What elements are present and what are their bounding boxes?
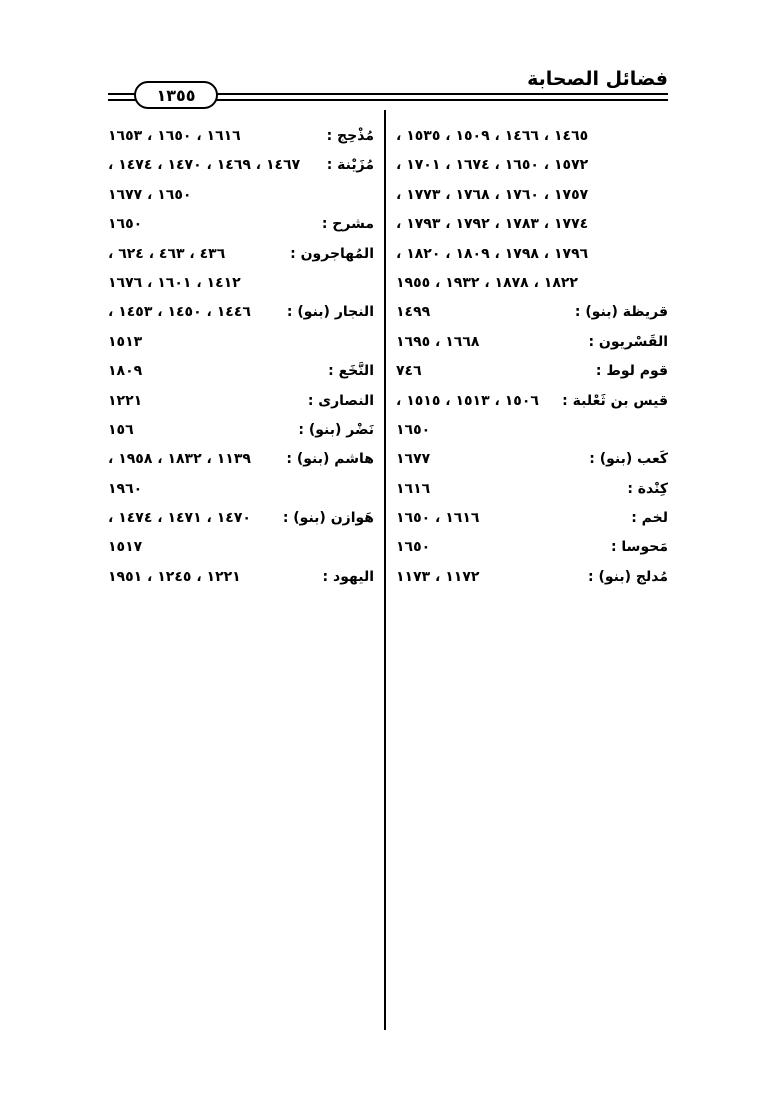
entry-numbers: ١٨٠٩ xyxy=(108,363,143,380)
entry-numbers: ١٥١٣ xyxy=(108,333,143,350)
entry-numbers: ١٢٢١ ، ١٢٤٥ ، ١٩٥١ xyxy=(108,568,241,585)
index-entry xyxy=(108,328,374,357)
entry-term: قريظة (بنو) : xyxy=(574,304,668,321)
entry-numbers: ١١٧٢ ، ١١٧٣ xyxy=(396,568,480,585)
index-entry xyxy=(396,475,668,504)
index-entry xyxy=(396,269,668,298)
index-entry xyxy=(108,298,374,327)
page-number: ١٣٥٥ xyxy=(134,81,218,109)
entry-numbers: ١٨٢٢ ، ١٨٧٨ ، ١٩٣٢ ، ١٩٥٥ xyxy=(396,274,578,291)
index-entry xyxy=(108,387,374,416)
index-entry xyxy=(108,269,374,298)
entry-numbers: ١٧٥٧ ، ١٧٦٠ ، ١٧٦٨ ، ١٧٧٣ ، xyxy=(396,186,589,203)
index-entry xyxy=(396,210,668,239)
entry-term: مشرح : xyxy=(321,216,374,233)
index-entry xyxy=(108,563,374,592)
entry-numbers: ١٦٥٠ ، ١٦٧٧ xyxy=(108,186,192,203)
entry-term: قوم لوط : xyxy=(595,363,668,380)
index-entry xyxy=(108,504,374,533)
index-column-left xyxy=(108,122,374,592)
index-entry xyxy=(108,240,374,269)
index-entry xyxy=(108,416,374,445)
index-entry xyxy=(108,475,374,504)
entry-numbers: ١٩٦٠ xyxy=(108,480,143,497)
entry-term: لخم : xyxy=(631,510,668,527)
entry-term: نَضْر (بنو) : xyxy=(298,421,374,438)
entry-numbers: ١٤٦٧ ، ١٤٦٩ ، ١٤٧٠ ، ١٤٧٤ ، xyxy=(108,157,301,174)
entry-term: القَسْريون : xyxy=(588,333,668,350)
book-title: فضائل الصحابة xyxy=(527,68,668,90)
index-entry xyxy=(396,181,668,210)
index-entry xyxy=(396,122,668,151)
entry-term: النجار (بنو) : xyxy=(286,304,374,321)
entry-numbers: ١٤٩٩ xyxy=(396,304,431,321)
index-entry xyxy=(108,151,374,180)
index-entry xyxy=(396,328,668,357)
index-entry xyxy=(108,357,374,386)
entry-term: هَوازن (بنو) : xyxy=(282,510,374,527)
index-entry xyxy=(108,122,374,151)
entry-term: كِنْدة : xyxy=(627,480,668,497)
entry-numbers: ١٦١٦ ، ١٦٥٠ ، ١٦٥٣ xyxy=(108,128,241,144)
entry-numbers: ١٥٧٢ ، ١٦٥٠ ، ١٦٧٤ ، ١٧٠١ ، xyxy=(396,157,589,174)
entry-numbers: ٤٣٦ ، ٤٦٣ ، ٦٢٤ ، xyxy=(108,245,226,262)
index-entry xyxy=(396,504,668,533)
index-entry xyxy=(396,151,668,180)
index-entry xyxy=(396,387,668,416)
entry-numbers: ١٤٧٠ ، ١٤٧١ ، ١٤٧٤ ، xyxy=(108,510,251,527)
index-entry xyxy=(108,210,374,239)
entry-term: المُهاجرون : xyxy=(290,245,374,262)
entry-numbers: ١٦٧٧ xyxy=(396,451,431,468)
entry-term: النصارى : xyxy=(307,392,374,409)
entry-term: كَعب (بنو) : xyxy=(589,451,668,468)
index-entry xyxy=(396,563,668,592)
entry-numbers: ١٢٢١ xyxy=(108,392,143,409)
entry-term: النَّخَع : xyxy=(328,363,374,380)
entry-numbers: ١٦٥٠ xyxy=(396,539,431,556)
entry-numbers: ١٧٧٤ ، ١٧٨٣ ، ١٧٩٢ ، ١٧٩٣ ، xyxy=(396,216,589,233)
index-entry xyxy=(108,445,374,474)
entry-numbers: ١٤٦٥ ، ١٤٦٦ ، ١٥٠٩ ، ١٥٣٥ ، xyxy=(396,128,589,144)
entry-term: قيس بن ثَعْلبة : xyxy=(562,392,668,409)
index-entry xyxy=(396,357,668,386)
entry-term: اليهود : xyxy=(322,568,374,585)
index-entry xyxy=(396,533,668,562)
entry-numbers: ١٦٥٠ xyxy=(108,216,143,233)
entry-numbers: ١٥١٧ xyxy=(108,539,143,556)
entry-numbers: ٧٤٦ xyxy=(396,363,422,380)
entry-term: مَحوسا : xyxy=(610,539,668,556)
index-column-right xyxy=(396,122,668,592)
column-divider xyxy=(384,110,386,1030)
entry-term: مُدلج (بنو) : xyxy=(588,568,668,585)
entry-numbers: ١٦١٦ ، ١٦٥٠ xyxy=(396,510,480,527)
entry-numbers: ١١٣٩ ، ١٨٣٢ ، ١٩٥٨ ، xyxy=(108,451,251,468)
entry-numbers: ١٦٥٠ xyxy=(396,421,431,438)
entry-term: مُزَيْنة : xyxy=(326,157,374,174)
entry-numbers: ١٤٤٦ ، ١٤٥٠ ، ١٤٥٣ ، xyxy=(108,304,251,321)
index-entry xyxy=(396,240,668,269)
entry-numbers: ١٥٠٦ ، ١٥١٣ ، ١٥١٥ ، xyxy=(396,392,539,409)
entry-numbers: ١٤١٢ ، ١٦٠١ ، ١٦٧٦ xyxy=(108,274,241,291)
entry-numbers: ١٧٩٦ ، ١٧٩٨ ، ١٨٠٩ ، ١٨٢٠ ، xyxy=(396,245,589,262)
index-entry xyxy=(108,533,374,562)
entry-numbers: ١٦٦٨ ، ١٦٩٥ xyxy=(396,333,480,350)
index-entry xyxy=(108,181,374,210)
entry-numbers: ١٦١٦ xyxy=(396,480,431,497)
entry-term: هاشم (بنو) : xyxy=(286,451,374,468)
page-header xyxy=(108,66,668,106)
entry-term: مُذْحِج : xyxy=(326,128,374,144)
entry-numbers: ١٥٦ xyxy=(108,421,134,438)
index-entry xyxy=(396,445,668,474)
index-entry xyxy=(396,416,668,445)
index-entry xyxy=(396,298,668,327)
